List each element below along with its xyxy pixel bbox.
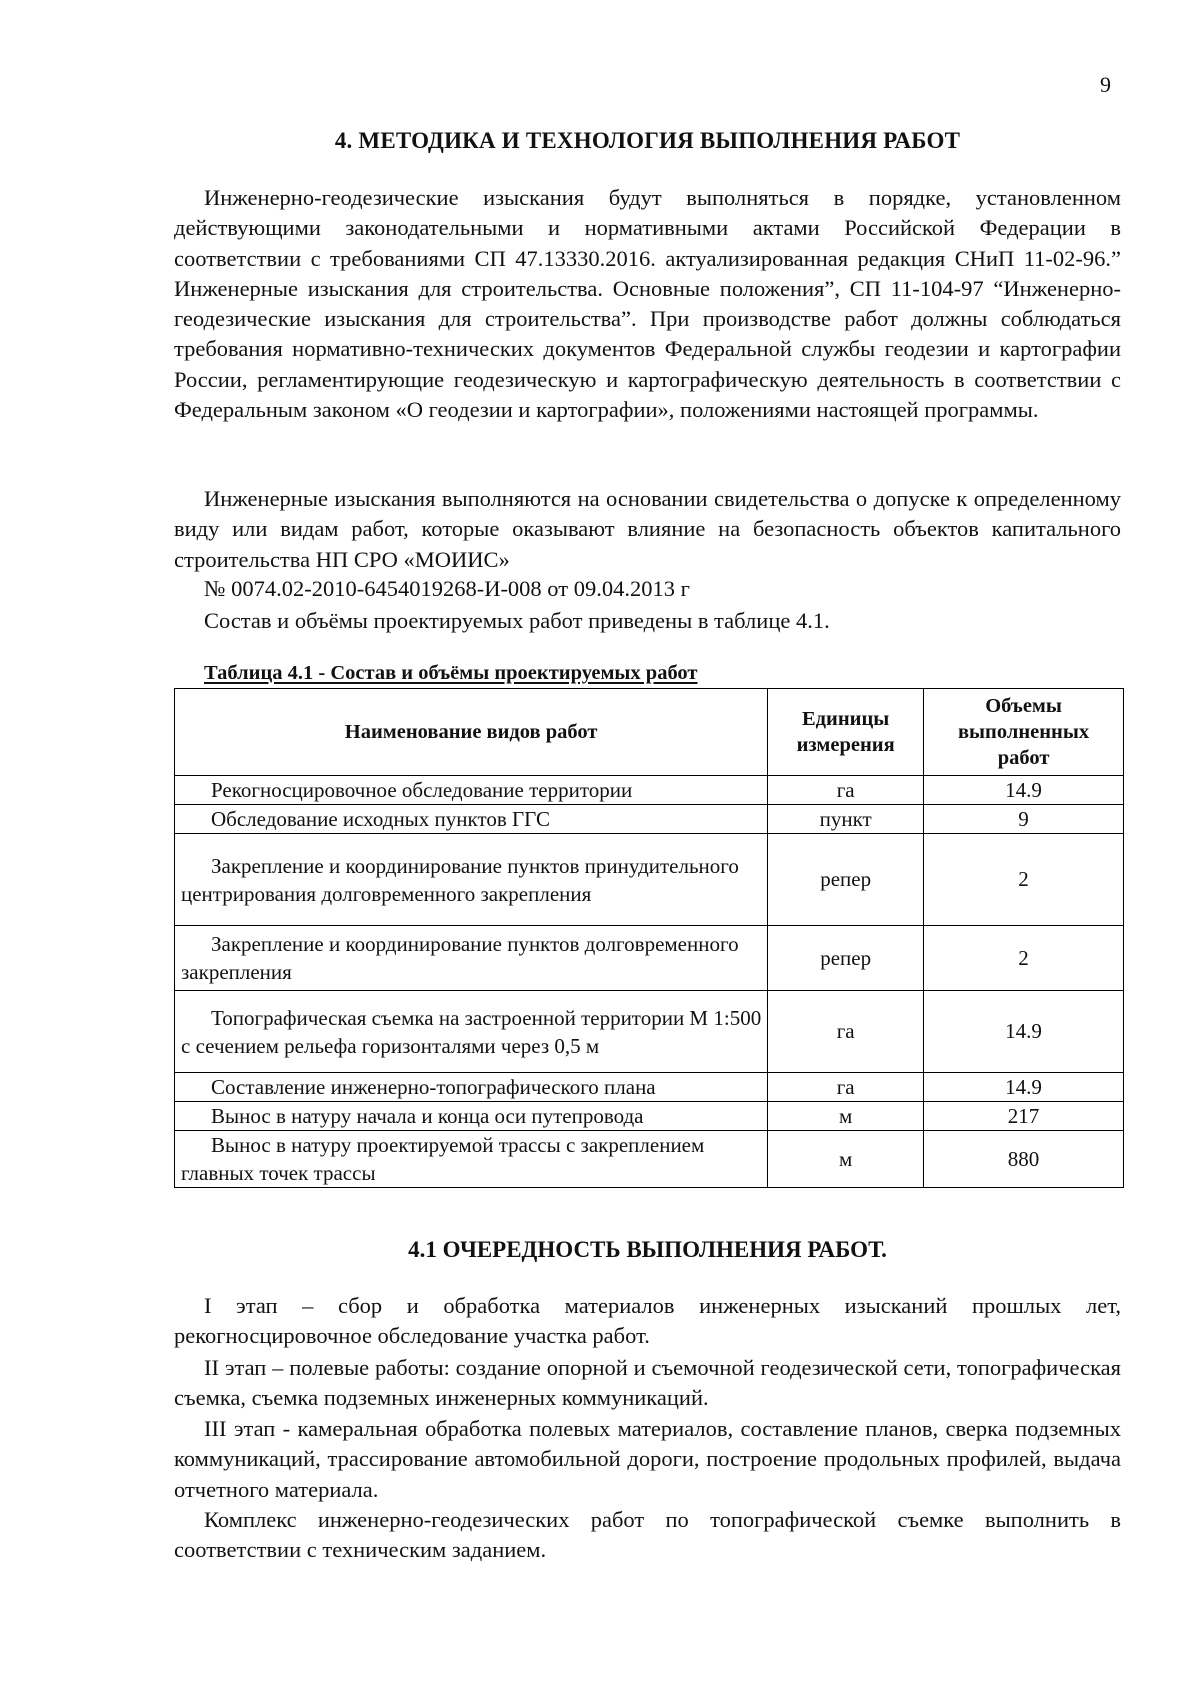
paragraph-intro: Инженерно-геодезические изыскания будут выполняться в порядке, установленном действующими законодательными и нормативными актами Российской Федерации в соответствии с требованиями СП 47.13330.2016. актуализированная редакция СНиП 11-02-96.” Инженерные изыскания для строительства. Основные положения”, СП 11-104-97 “Инженерно-геодезические изыскания для строительства”. При производстве работ должны соблюдаться требования нормативно-технических документов Федеральной службы геодезии и картографии России, регламентирующие геодезическую и картографическую деятельность в соответствии с Федеральным законом «О геодезии и картографии», положениями настоящей программы.	[174, 185, 1121, 423]
certificate-number: № 0074.02-2010-6454019268-И-008 от 09.04.2013 г	[204, 576, 690, 601]
work-name: Закрепление и координирование пунктов принудительного центрирования долговременного закрепления	[175, 834, 768, 926]
work-volume: 2	[924, 834, 1124, 926]
work-name: Вынос в натуру начала и конца оси путепровода	[175, 1102, 768, 1131]
work-unit: га	[768, 991, 924, 1073]
work-unit: га	[768, 1073, 924, 1102]
page-number: 9	[1100, 72, 1111, 97]
table-row	[175, 834, 1124, 926]
table-row	[175, 776, 1124, 805]
work-name: Составление инженерно-топографического плана	[175, 1073, 768, 1102]
header-units: Единицы измерения	[768, 689, 924, 776]
work-name: Рекогносцировочное обследование территории	[175, 776, 768, 805]
table-row	[175, 991, 1124, 1073]
work-unit: м	[768, 1102, 924, 1131]
stage-3: III этап - камеральная обработка полевых материалов, составление планов, сверка подземных коммуникаций, трассирование автомобильной дороги, построение продольных профилей, выдача отчетного материала.	[174, 1416, 1121, 1502]
stage-2: II этап – полевые работы: создание опорной и съемочной геодезической сети, топографическая съемка, съемка подземных инженерных коммуникаций.	[174, 1355, 1121, 1411]
table-caption: Таблица 4.1 - Состав и объёмы проектируемых работ	[204, 662, 698, 684]
work-unit: репер	[768, 926, 924, 991]
work-volume: 14.9	[924, 776, 1124, 805]
work-unit: га	[768, 776, 924, 805]
works-table	[174, 688, 1124, 1188]
subsection-title: 4.1 ОЧЕРЕДНОСТЬ ВЫПОЛНЕНИЯ РАБОТ.	[408, 1237, 887, 1262]
work-volume: 9	[924, 805, 1124, 834]
work-volume: 217	[924, 1102, 1124, 1131]
table-row	[175, 805, 1124, 834]
work-volume: 14.9	[924, 1073, 1124, 1102]
work-volume: 880	[924, 1131, 1124, 1188]
work-name: Вынос в натуру проектируемой трассы с закреплением главных точек трассы	[175, 1131, 768, 1188]
work-name: Обследование исходных пунктов ГГС	[175, 805, 768, 834]
work-volume: 2	[924, 926, 1124, 991]
work-volume: 14.9	[924, 991, 1124, 1073]
work-name: Топографическая съемка на застроенной территории М 1:500 с сечением рельефа горизонталями через 0,5 м	[175, 991, 768, 1073]
header-volume: Объемы выполненных работ	[924, 689, 1124, 776]
work-unit: пункт	[768, 805, 924, 834]
table-intro: Состав и объёмы проектируемых работ приведены в таблице 4.1.	[204, 608, 830, 633]
stage-1: I этап – сбор и обработка материалов инженерных изысканий прошлых лет, рекогносцировочное обследование участка работ.	[174, 1293, 1121, 1349]
work-unit: репер	[768, 834, 924, 926]
table-header-row	[175, 689, 1124, 776]
table-row	[175, 1102, 1124, 1131]
work-name: Закрепление и координирование пунктов долговременного закрепления	[175, 926, 768, 991]
paragraph-license: Инженерные изыскания выполняются на основании свидетельства о допуске к определенному виду или видам работ, которые оказывают влияние на безопасность объектов капитального строительства НП СРО «МОИИС»	[174, 486, 1121, 572]
closing-paragraph: Комплекс инженерно-геодезических работ по топографической съемке выполнить в соответствии с техническим заданием.	[174, 1507, 1121, 1563]
table-row	[175, 1073, 1124, 1102]
table-row	[175, 926, 1124, 991]
section-title: 4. МЕТОДИКА И ТЕХНОЛОГИЯ ВЫПОЛНЕНИЯ РАБОТ	[334, 128, 961, 153]
header-work-name: Наименование видов работ	[175, 689, 768, 776]
table-row	[175, 1131, 1124, 1188]
work-unit: м	[768, 1131, 924, 1188]
